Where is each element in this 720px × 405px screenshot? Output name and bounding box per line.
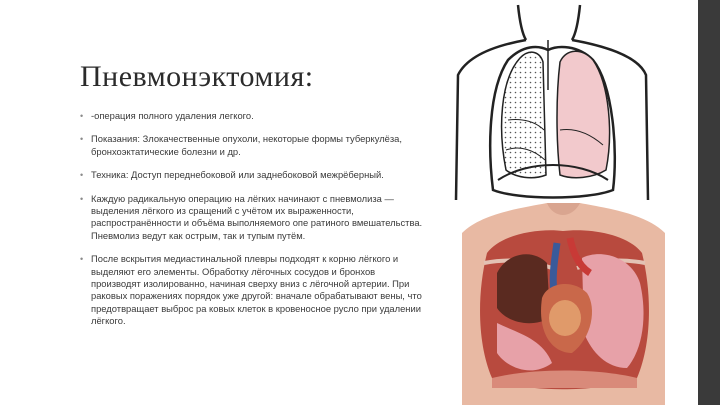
bullet-icon: • — [80, 111, 84, 121]
bullet-text: Каждую радикальную операцию на лёгких начинают с пневмолиза — выделения лёгкого из сращений с учётом их выраженности, распространённости и объёма выполняемого опе ратиного вмешательства. Пневмолиз ведут как острым, так и тупым путём. — [91, 192, 423, 241]
slide-title: Пневмонэктомия: — [80, 60, 314, 93]
bullet-item — [78, 253, 423, 327]
bullet-text: -операция полного удаления легкого. — [91, 110, 254, 121]
bullet-item — [78, 169, 423, 181]
bullet-icon: • — [80, 193, 84, 204]
bullet-list — [78, 110, 423, 339]
bullet-icon: • — [80, 134, 84, 145]
bullet-item — [78, 110, 423, 122]
bullet-item — [78, 133, 423, 158]
lung-diagram-image — [448, 0, 658, 205]
bullet-icon: • — [80, 254, 84, 265]
bullet-item — [78, 193, 423, 243]
side-strip — [698, 0, 720, 405]
chest-anatomy-image — [462, 203, 665, 405]
bullet-text: Техника: Доступ переднебоковой или заднебоковой межрёберный. — [91, 169, 384, 181]
bullet-icon: • — [80, 170, 84, 181]
bullet-text: Показания: Злокачественные опухоли, некоторые формы туберкулёза, бронхоэктатические болезни и др. — [91, 133, 402, 157]
bullet-text: После вскрытия медиастинальной плевры подходят к корню лёгкого и выделяют его элементы. Обработку лёгочных сосудов и бронхов производят изолированно, начиная сверху вниз с лёгочной артерии. При раковых поражениях порядок уже другой: вначале обрабатывают вены, что предотвращает выброс ра ковых клеток в кровеносное русло при удалении лёгкого. — [91, 253, 422, 327]
